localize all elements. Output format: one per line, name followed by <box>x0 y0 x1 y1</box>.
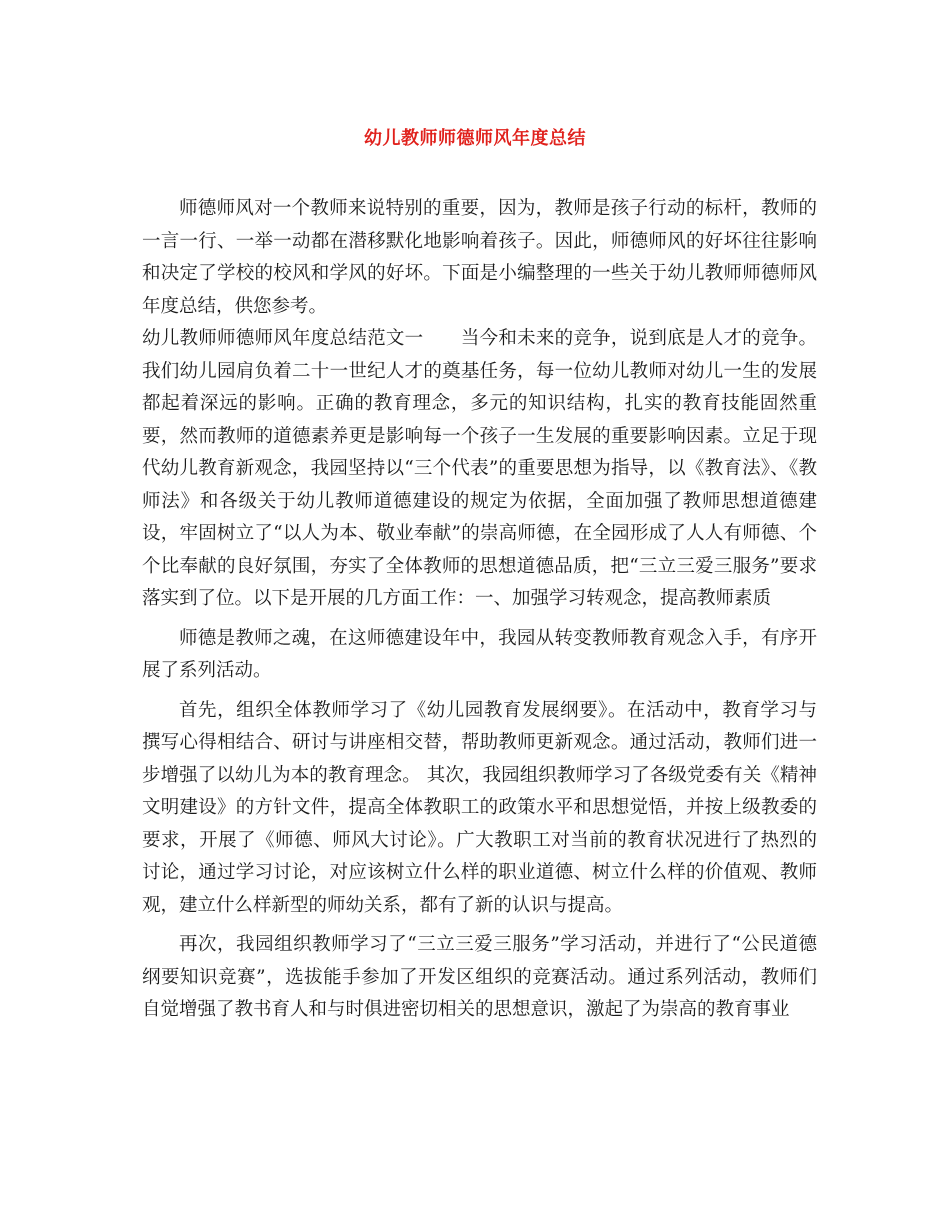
body-paragraph-3: 再次，我园组织教师学习了“三立三爱三服务”学习活动，并进行了“公民道德纲要知识竞赛”，选拔能手参加了开发区组织的竞赛活动。通过系列活动，教师们自觉增强了教书育人和与时俱进密切相关的思想意识，激起了为崇高的教育事业 <box>142 934 817 1020</box>
body-paragraph-1: 师德是教师之魂，在这师德建设年中，我园从转变教师教育观念入手，有序开展了系列活动。 <box>142 627 817 681</box>
sample-one-paragraph: 幼儿教师师德师风年度总结范文一 当今和未来的竞争，说到底是人才的竞争。我们幼儿园肩负着二十一世纪人才的奠基任务，每一位幼儿教师对幼儿一生的发展都起着深远的影响。正确的教育理念，多元的知识结构，扎实的教育技能固然重要，然而教师的道德素养更是影响每一个孩子一生发展的重要影响因素。立足于现代幼儿教育新观念，我园坚持以“三个代表”的重要思想为指导，以《教育法》、《教师法》和各级关于幼儿教师道德建设的规定为依据，全面加强了教师思想道德建设，牢固树立了“以人为本、敬业奉献”的崇高师德，在全园形成了人人有师德、个个比奉献的良好氛围，夯实了全体教师的思想道德品质，把“三立三爱三服务”要求落实到了位。以下是开展的几方面工作：一、加强学习转观念，提高教师素质 <box>142 328 817 609</box>
document-body <box>142 193 817 1027</box>
document-title: 幼儿教师师德师风年度总结 <box>364 128 586 149</box>
intro-paragraph: 师德师风对一个教师来说特别的重要，因为，教师是孩子行动的标杆，教师的一言一行、一举一动都在潜移默化地影响着孩子。因此，师德师风的好坏往往影响和决定了学校的校风和学风的好坏。下面是小编整理的一些关于幼儿教师师德师风年度总结，供您参考。 <box>142 198 817 317</box>
body-paragraph-2: 首先，组织全体教师学习了《幼儿园教育发展纲要》。在活动中，教育学习与撰写心得相结合、研讨与讲座相交替，帮助教师更新观念。通过活动，教师们进一步增强了以幼儿为本的教育理念。 其次，我园组织教师学习了各级党委有关《精神文明建设》的方针文件，提高全体教职工的政策水平和思想觉悟，并按上级教委的要求，开展了《师德、师风大讨论》。广大教职工对当前的教育状况进行了热烈的讨论，通过学习讨论，对应该树立什么样的职业道德、树立什么样的价值观、教师观，建立什么样新型的师幼关系，都有了新的认识与提高。 <box>142 699 817 916</box>
